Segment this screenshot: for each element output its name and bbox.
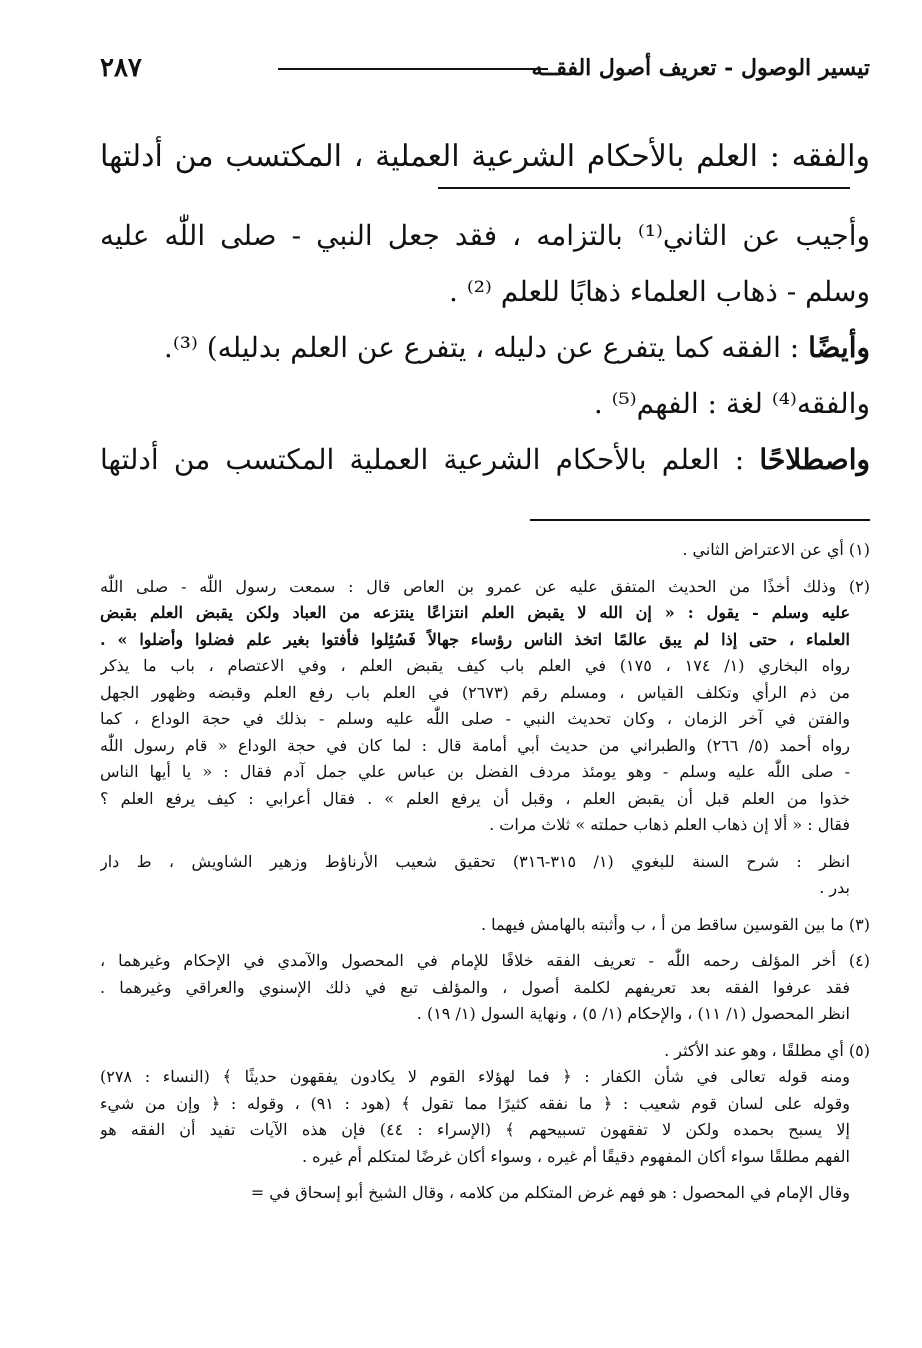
quote-underline	[438, 187, 850, 189]
footnote-5	[100, 1038, 870, 1171]
footnote-line: رواه البخاري (١/ ١٧٤ ، ١٧٥) في العلم باب كيف يقبض العلم ، وفي الاعتصام ، باب ما يذكر	[100, 656, 850, 675]
footnote-line: عليه وسلم - يقول : « إن الله لا يقبض العلم انتزاعًا ينتزعه من العباد ولكن يقبض العلم بقبض	[100, 603, 850, 622]
footnote-line: - صلى اللّٰه عليه وسلم - وهو يومئذ مردف الفضل بن عباس علي جمل آدم فقال : « يا أيها الناس	[100, 762, 851, 781]
footnote-line: (٥) أي مطلقًا ، وهو عند الأكثر .	[664, 1040, 870, 1060]
footnote-line: وقوله على لسان قوم شعيب : ﴿ ما نفقه كثيرًا مما تقول ﴾ (هود : ٩١) ، وقوله : ﴿ وإن من شيء	[100, 1093, 850, 1113]
footnote-line: ومنه قوله تعالى في شأن الكفار : ﴿ فما لهؤلاء القوم لا يكادون يفقهون حديثًا ﴾ (النساء : ٢٧٨)	[100, 1067, 850, 1086]
footnote-4	[100, 948, 870, 1028]
footnote-line: وقال الإمام في المحصول : هو فهم غرض المتكلم من كلامه ، وقال الشيخ أبو إسحاق في =	[250, 1183, 850, 1202]
footnote-line: (٣) ما بين القوسين ساقط من أ ، ب وأثبته بالهامش فيهما .	[481, 914, 870, 934]
footnote-line: فقال : « ألا إن ذهاب العلم ذهاب حملته » ثلاث مرات .	[489, 815, 850, 834]
paragraph-1-line-1: وأجيب عن الثاني⁽¹⁾ بالتزامه ، فقد جعل النبي - صلى اللّٰه عليه	[100, 219, 870, 252]
footnote-2-reference	[100, 849, 870, 902]
paragraph-3: والفقه⁽⁴⁾ لغة : الفهم⁽⁵⁾ .	[593, 387, 870, 420]
footnote-3	[100, 912, 870, 939]
paragraph-1-line-2: وسلم - ذهاب العلماء ذهابًا للعلم ⁽²⁾ .	[449, 275, 870, 308]
footnote-line: الفهم مطلقًا سواء أكان المفهوم دقيقًا أم غيره ، وسواء أكان غرضًا لمتكلم أم غيره .	[301, 1146, 850, 1166]
paragraph-4	[100, 432, 870, 488]
footnote-line: (٤) أخر المؤلف رحمه اللّٰه - تعريف الفقه خلافًا للإمام في المحصول والآمدي في الإحكام وغيرهما ،	[100, 951, 870, 970]
running-title: تيسير الوصول - تعريف أصول الفقــه	[531, 55, 870, 81]
footnote-line: العلماء ، حتى إذا لم يبق عالمًا اتخذ الناس رؤساء جهالاً فَسُئِلوا فأفتوا بغير علم فضلوا وأضلوا » .	[100, 629, 850, 649]
footnote-line: خذوا من العلم قبل أن يقبض العلم ، وقبل أن يرفع العلم » . فقال أعرابي : كيف يرفع العلم ؟	[100, 788, 850, 808]
footnotes	[100, 537, 870, 1217]
quoted-definition: والفقه : العلم بالأحكام الشرعية العملية ، المكتسب من أدلتها	[100, 139, 870, 174]
footnote-line: إلا يسبح بحمده ولكن لا تفقهون تسبيحهم ﴾ (الإسراء : ٤٤) فإن هذه الآيات تفيد أن الفقه هو	[100, 1120, 850, 1139]
footnote-line: والفتن في آخر الزمان ، وكان تحديث النبي - صلى اللّٰه عليه وسلم - بذلك في حجة الوداع ، كما	[100, 709, 850, 728]
paragraph-4-lead: واصطلاحًا	[759, 443, 870, 476]
header-divider	[278, 68, 548, 70]
footnote-1	[100, 537, 870, 564]
footnote-line: (١) أي عن الاعتراض الثاني .	[682, 540, 870, 559]
footnote-line: رواه أحمد (٥/ ٢٦٦) والطبراني من حديث أبي أمامة قال : لما كان في حجة الوداع « قام رسول اللّٰه	[100, 735, 851, 755]
footnote-line: من ذم الرأي وتكلف القياس ، ومسلم رقم (٢٦٧٣) في العلم باب رفع العلم وقبضه وظهور الجهل	[100, 682, 850, 702]
footnote-separator	[530, 519, 870, 521]
paragraph-2-lead: وأيضًا	[808, 331, 870, 364]
footnote-line: انظر : شرح السنة للبغوي (١/ ٣١٥-٣١٦) تحقيق شعيب الأرناؤط وزهير الشاويش ، ط دار	[100, 851, 851, 871]
paragraph-4-body: : العلم بالأحكام الشرعية العملية المكتسب من أدلتها	[100, 443, 760, 476]
footnote-2	[100, 574, 870, 839]
footnote-line: بدر .	[819, 878, 850, 897]
page-header	[100, 48, 870, 88]
page-number: ٢٨٧	[100, 53, 142, 83]
main-text	[100, 208, 870, 488]
paragraph-2	[100, 320, 870, 376]
footnote-5-continued	[100, 1180, 870, 1207]
footnote-line: (٢) وذلك أخذًا من الحديث المتفق عليه عن عمرو بن العاص قال : سمعت رسول اللّٰه - صلى اللّٰه	[100, 576, 870, 596]
paragraph-2-body: : الفقه كما يتفرع عن دليله ، يتفرع عن العلم بدليله) ⁽³⁾.	[163, 331, 809, 364]
footnote-line: فقد عرفوا الفقه بعد تعريفهم لكلمة أصول ، والمؤلف تبع في ذلك الإسنوي والعراقي وغيرهما .	[100, 977, 851, 997]
footnote-line: انظر المحصول (١/ ١١) ، والإحكام (١/ ٥) ، ونهاية السول (١/ ١٩) .	[416, 1004, 850, 1023]
